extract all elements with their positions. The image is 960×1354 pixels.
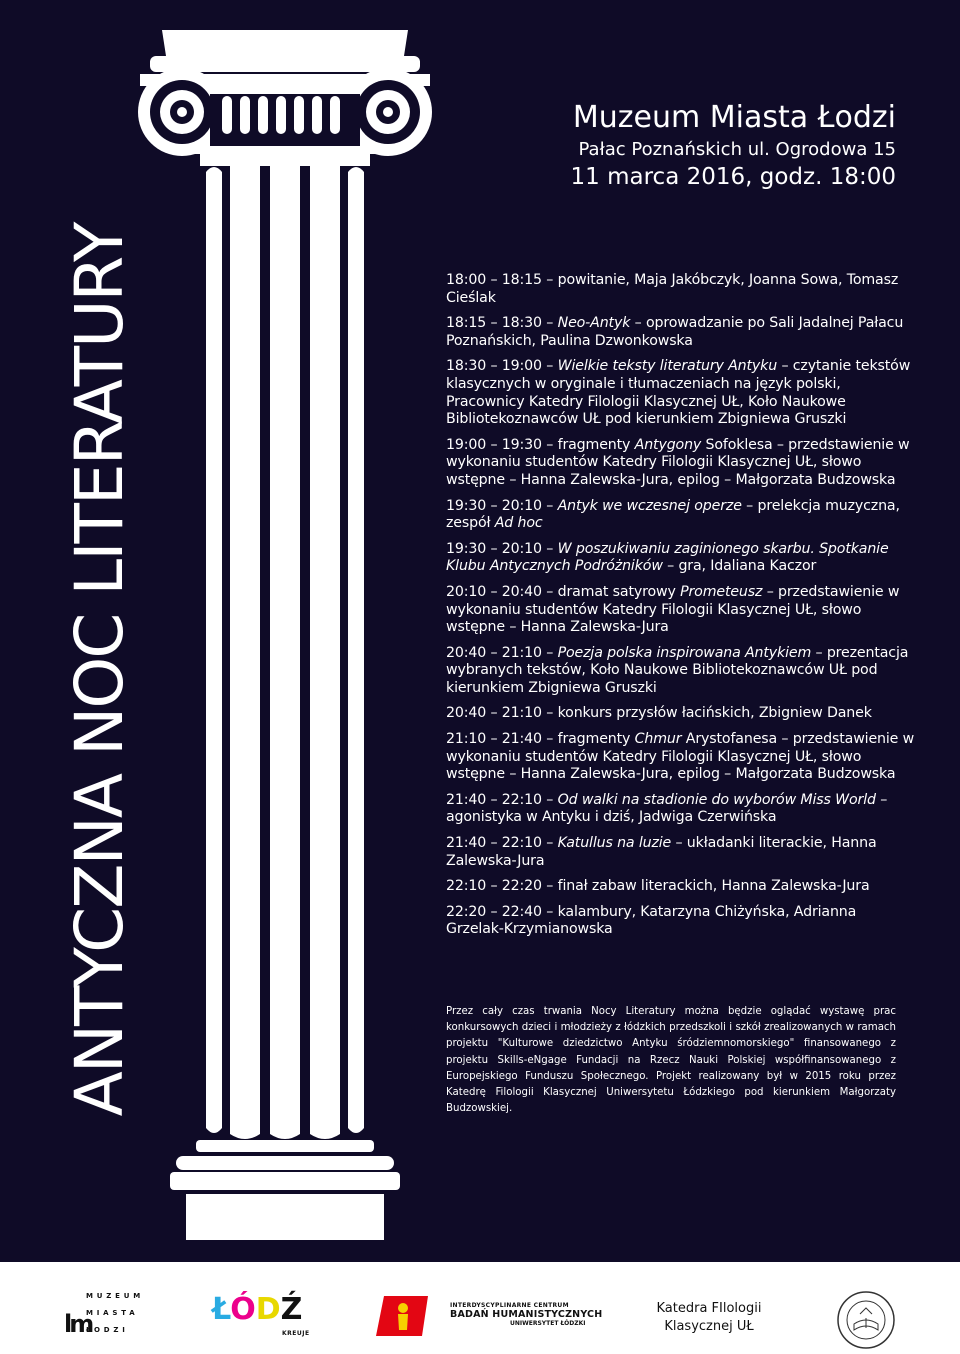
- program-entry: [446, 835, 916, 870]
- program-entry-title: Od walki na stadionie do wyborów Miss World: [557, 791, 876, 808]
- program-entry-title: Neo-Antyk: [557, 315, 631, 332]
- program-entry-title: Antyk we wczesnej operze: [557, 497, 742, 514]
- program-entry-text: 20:40 – 21:10 – konkurs przysłów łacińskich, Zbigniew Danek: [446, 705, 872, 722]
- program-entry-title: Chmur: [634, 731, 682, 748]
- program-entry-text: 19:00 – 19:30 – fragmenty: [446, 436, 635, 453]
- program-entry-title: Poezja polska inspirowana Antykiem: [557, 644, 812, 661]
- program-entry-text: 21:10 – 21:40 – fragmenty: [446, 731, 635, 748]
- muzeum-logo-word: MUZEUM: [86, 1292, 144, 1300]
- program-entry-text: 22:20 – 22:40 – kalambury, Katarzyna Chiżyńska, Adrianna Grzelak-Krzymianowska: [446, 903, 857, 938]
- program-entry-title: Katullus na luzie: [557, 835, 672, 852]
- program-entry-title: Antygony: [634, 436, 702, 453]
- lodz-logo-tag: KREUJE: [282, 1330, 310, 1337]
- program-entry-text: 19:30 – 20:10 –: [446, 540, 558, 557]
- program-entry-text: 20:40 – 21:10 –: [446, 644, 558, 661]
- program-entry-text: 22:10 – 22:20 – finał zabaw literackich, Hanna Zalewska-Jura: [446, 878, 870, 895]
- centrum-red-icon: [376, 1296, 430, 1336]
- muzeum-miasta-lodzi-logo: [64, 1292, 156, 1340]
- sponsor-logos-bar: [0, 1262, 960, 1348]
- katedra-line-1: Katedra FIlologii: [656, 1301, 762, 1316]
- kolo-naukowe-seal-logo: [836, 1290, 896, 1354]
- program-entry-text: 18:00 – 18:15 – powitanie, Maja Jakóbczyk, Joanna Sowa, Tomasz Cieślak: [446, 272, 899, 306]
- program-entry-text: Arystofanesa – przedstawienie w wykonaniu studentów Katedry Filologii Klasycznej UŁ, słowo wstępne – Hanna Zalewska-Jura, epilog – Małgorzata Budzowska: [446, 731, 915, 783]
- lodz-logo-letter: D: [255, 1292, 281, 1327]
- kolo-seal-icon: [836, 1290, 896, 1350]
- centrum-line-2: BADAŃ HUMANISTYCZNYCH: [450, 1309, 603, 1320]
- lodz-kreuje-logo: [212, 1292, 310, 1337]
- muzeum-logo-word: ŁODZI: [86, 1326, 129, 1334]
- event-datetime: 11 marca 2016, godz. 18:00: [570, 164, 896, 190]
- footnote: Przez cały czas trwania Nocy Literatury można będzie oglądać wystawę prac konkursowych dzieci i młodzieży z łódzkich przedszkoli i szkół zrealizowanych w ramach projektu "Kulturowe dziedzictwo Antyku śródziemnomorskiego" finansowanego z projektu Skills-eNgage Fundacji na Rzecz Nauki Polskiej współfinansowanego z Europejskiego Funduszu Społecznego. Projekt realizowany był w 2015 roku przez Katedrę Filologii Klasycznej Uniwersytetu Łódzkiego pod kierunkiem Małgorzaty Budzowskiej.: [446, 1006, 896, 1115]
- muzeum-logo-mark: lm: [64, 1310, 92, 1338]
- program-entry: [446, 705, 916, 723]
- program-entry: [446, 792, 916, 827]
- program-entry-text: Sofoklesa – przedstawienie w wykonaniu studentów Katedry Filologii Klasycznej UŁ, słowo wstępne – Hanna Zalewska-Jura, epilog – Małgorzata Budzowska: [446, 436, 910, 488]
- program-entry-text: 20:10 – 20:40 – dramat satyrowy: [446, 583, 681, 600]
- program-entry: [446, 878, 916, 896]
- program-entry: [446, 731, 916, 784]
- program-entry: [446, 358, 916, 428]
- program-entry-text: – prelekcja muzyczna, zespół: [446, 497, 900, 532]
- program-entry-text: – gra, Idaliana Kaczor: [662, 558, 817, 575]
- lodz-logo-letter: Ź: [280, 1292, 303, 1327]
- program-entry-title: Wielkie teksty literatury Antyku: [557, 358, 778, 375]
- program-entry-text: 18:15 – 18:30 –: [446, 315, 558, 332]
- program-entry-text: – przedstawienie w wykonaniu studentów Katedry Filologii Klasycznej UŁ, słowo wstępne – Hanna Zalewska-Jura: [446, 583, 900, 636]
- program-entry: [446, 584, 916, 637]
- program-entry: [446, 272, 916, 307]
- venue-name: Muzeum Miasta Łodzi: [572, 100, 896, 135]
- event-header: [571, 98, 896, 192]
- lodz-logo-letter: Ł: [212, 1292, 231, 1327]
- katedra-line-2: Klasycznej UŁ: [664, 1319, 754, 1334]
- program-entry: [446, 904, 916, 939]
- program-list: [446, 272, 916, 947]
- program-entry-text: – układanki literackie, Hanna Zalewska-Jura: [446, 835, 877, 869]
- program-entry: [446, 315, 916, 350]
- program-entry-title: Prometeusz: [680, 583, 763, 600]
- centrum-line-3: UNIWERSYTET ŁÓDZKI: [510, 1320, 586, 1327]
- program-entry-title: W poszukiwaniu zaginionego skarbu. Spotkanie Klubu Antycznych Podróżników: [446, 540, 889, 575]
- program-entry: [446, 541, 916, 576]
- program-entry-title: Ad hoc: [494, 515, 543, 532]
- program-entry-text: – prezentacja wybranych tekstów, Koło Naukowe Bibliotekoznawców UŁ pod kierunkiem Zbigniewa Gruszki: [446, 644, 909, 696]
- centrum-line-1: INTERDYSCYPLINARNE CENTRUM: [450, 1302, 569, 1309]
- program-entry-text: 21:40 – 22:10 –: [446, 791, 558, 808]
- program-entry-text: 19:30 – 20:10 –: [446, 497, 558, 514]
- program-entry-text: – czytanie tekstów klasycznych w oryginale i tłumaczeniach na język polski, Pracownicy Katedry Filologii Klasycznej UŁ, Koło Naukowe Bibliotekoznawców UŁ pod kierunkiem Zbigniewa Gruszki: [446, 358, 911, 428]
- poster-title: ANTYCZNA NOC LITERATURY: [61, 223, 138, 1117]
- lodz-logo-letter: Ó: [230, 1292, 256, 1327]
- program-entry-text: 21:40 – 22:10 –: [446, 835, 558, 852]
- muzeum-logo-word: MIASTA: [86, 1309, 139, 1317]
- program-entry: [446, 437, 916, 490]
- program-entry: [446, 498, 916, 533]
- program-entry-text: 18:30 – 19:00 –: [446, 358, 558, 375]
- venue-address: Pałac Poznańskich ul. Ogrodowa 15: [578, 139, 896, 160]
- program-entry: [446, 645, 916, 698]
- program-entry-text: – oprowadzanie po Sali Jadalnej Pałacu Poznańskich, Paulina Dzwonkowska: [446, 315, 904, 349]
- program-entry-text: – agonistyka w Antyku i dziś, Jadwiga Czerwińska: [446, 791, 888, 826]
- katedra-filologii-logo: [654, 1300, 764, 1336]
